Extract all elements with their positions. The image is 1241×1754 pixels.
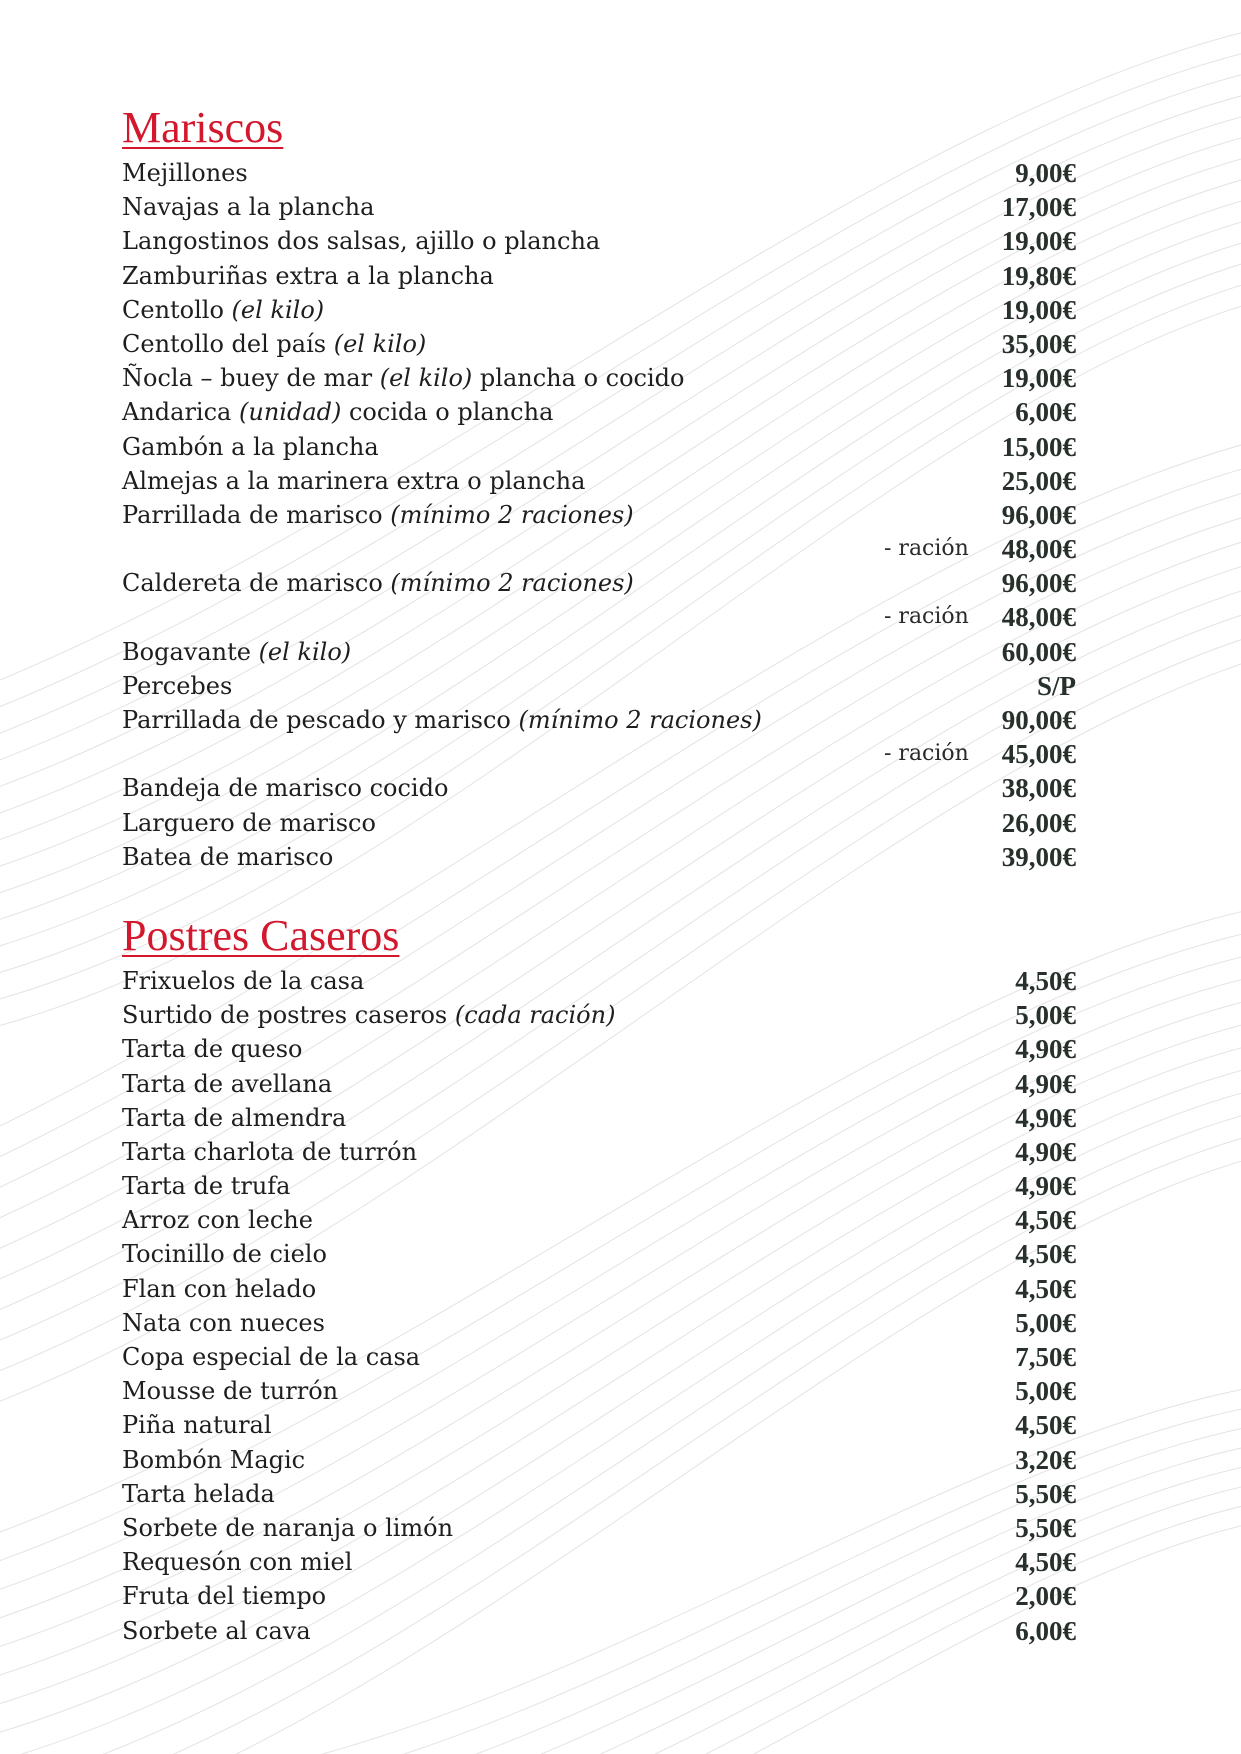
menu-item-name [122, 1306, 325, 1340]
dish-name: Flan con helado [122, 1274, 317, 1303]
dish-name: Surtido de postres caseros [122, 1001, 455, 1030]
menu-item-name [122, 635, 351, 669]
menu-item-price: 90,00€ [1001, 705, 1076, 735]
menu-item-name [122, 1067, 332, 1101]
dish-note: (mínimo 2 raciones) [390, 500, 634, 529]
menu-item-name [122, 1032, 303, 1066]
menu-item-row [122, 1135, 1102, 1169]
menu-item-row [122, 669, 1102, 703]
menu-page [122, 100, 1102, 1648]
menu-item-price: 5,00€ [1015, 1307, 1076, 1338]
dish-note: (mínimo 2 raciones) [390, 569, 634, 598]
menu-item-name [122, 190, 374, 224]
dish-name: Nata con nueces [122, 1308, 325, 1337]
menu-item-price: 19,00€ [1001, 363, 1076, 394]
menu-item-row [122, 703, 1102, 737]
dish-name: Andarica [122, 398, 239, 427]
menu-item-row [122, 1306, 1102, 1340]
dish-name: Navajas a la plancha [122, 193, 375, 222]
menu-item-price: 5,00€ [1015, 1376, 1076, 1407]
menu-item-price: 4,90€ [1015, 1171, 1076, 1202]
menu-item-price: 35,00€ [1001, 328, 1076, 359]
menu-item-price: 19,00€ [1001, 226, 1076, 257]
section-title-mariscos: Mariscos [122, 103, 284, 152]
dish-name: Bandeja de marisco cocido [122, 774, 449, 803]
menu-item-row [122, 840, 1102, 874]
menu-item-name [122, 566, 634, 600]
menu-item-row [122, 1511, 1102, 1545]
section-title-postres: Postres Caseros [122, 910, 400, 960]
menu-item-name [122, 395, 553, 429]
menu-item-row [122, 1101, 1102, 1135]
menu-subitem-row [122, 737, 1102, 771]
dish-name: Bombón Magic [122, 1445, 306, 1474]
menu-item-name [122, 771, 448, 805]
menu-item-name [122, 998, 615, 1032]
menu-item-price: 3,20€ [1015, 1444, 1076, 1475]
menu-item-price: 39,00€ [1001, 841, 1076, 872]
menu-item-price: S/P [1036, 670, 1076, 701]
menu-item-price: 4,90€ [1015, 1034, 1076, 1065]
menu-item-price: 4,50€ [1015, 965, 1076, 996]
menu-item-row [122, 1545, 1102, 1579]
menu-item-price: 48,00€ [1001, 534, 1076, 565]
menu-item-name [122, 1237, 327, 1271]
menu-item-row [122, 156, 1102, 190]
dish-name: Parrillada de marisco [122, 500, 391, 529]
menu-item-name [122, 669, 232, 703]
dish-name: Gambón a la plancha [122, 432, 379, 461]
dish-name: Frixuelos de la casa [122, 966, 365, 995]
menu-item-row [122, 998, 1102, 1032]
menu-item-name [122, 840, 333, 874]
menu-item-row [122, 498, 1102, 532]
dish-name: Bogavante [122, 637, 259, 666]
dish-name: Ñocla – buey de mar [122, 364, 380, 393]
menu-item-price: 2,00€ [1015, 1581, 1076, 1612]
dish-name: Percebes [122, 671, 233, 700]
menu-item-row [122, 1067, 1102, 1101]
menu-item-name [122, 156, 248, 190]
menu-item-price: 26,00€ [1001, 807, 1076, 838]
dish-name: Mejillones [122, 159, 248, 187]
menu-item-row [122, 1443, 1102, 1477]
dish-name: Tocinillo de cielo [122, 1240, 327, 1269]
menu-item-row [122, 806, 1102, 840]
menu-item-name [122, 964, 364, 998]
menu-item-row [122, 1408, 1102, 1442]
dish-name: Tarta de avellana [122, 1069, 333, 1098]
menu-item-price: 96,00€ [1001, 568, 1076, 599]
menu-item-row [122, 327, 1102, 361]
menu-item-price: 5,50€ [1015, 1512, 1076, 1543]
menu-item-row [122, 1340, 1102, 1374]
menu-item-name [122, 1408, 272, 1442]
dish-name: Parrillada de pescado y marisco [122, 706, 519, 734]
dish-note: (el kilo) [379, 364, 473, 393]
menu-item-row [122, 566, 1102, 600]
menu-item-row [122, 190, 1102, 224]
menu-item-row [122, 1579, 1102, 1613]
menu-item-price: 4,50€ [1015, 1410, 1076, 1441]
dish-name: Caldereta de marisco [122, 569, 391, 598]
dish-name: Batea de marisco [122, 842, 334, 871]
menu-item-price: 96,00€ [1001, 499, 1076, 530]
menu-item-name [122, 1101, 346, 1135]
menu-item-name [122, 1545, 352, 1579]
menu-item-name [122, 1203, 313, 1237]
dish-name: Tarta de queso [122, 1035, 303, 1064]
menu-item-name [122, 327, 426, 361]
menu-item-price: 4,90€ [1015, 1102, 1076, 1133]
menu-item-price: 60,00€ [1001, 636, 1076, 667]
dish-detail: cocida o plancha [341, 398, 554, 427]
menu-subitem-row [122, 532, 1102, 566]
menu-item-price: 25,00€ [1001, 465, 1076, 496]
menu-item-row [122, 293, 1102, 327]
menu-item-row [122, 1203, 1102, 1237]
menu-item-price: 4,90€ [1015, 1136, 1076, 1167]
menu-item-price: 15,00€ [1001, 431, 1076, 462]
menu-item-name [122, 1374, 338, 1408]
dish-name: Tarta de almendra [122, 1103, 347, 1132]
menu-item-name [122, 361, 684, 395]
menu-item-name [122, 498, 634, 532]
menu-item-row [122, 635, 1102, 669]
portion-label: - ración [884, 604, 969, 630]
dish-detail: plancha o cocido [472, 364, 685, 393]
dish-name: Requesón con miel [122, 1548, 353, 1577]
menu-item-row [122, 1032, 1102, 1066]
dish-name: Langostinos dos salsas, ajillo o plancha [122, 227, 601, 256]
dish-name: Mousse de turrón [122, 1377, 339, 1406]
dish-note: (unidad) [239, 398, 342, 427]
menu-item-name [122, 1272, 316, 1306]
menu-item-row [122, 1614, 1102, 1648]
postres-list [122, 964, 1102, 1648]
menu-item-name [122, 293, 324, 327]
dish-name: Sorbete al cava [122, 1616, 311, 1645]
menu-item-price: 4,50€ [1015, 1547, 1076, 1578]
dish-name: Tarta helada [122, 1479, 275, 1508]
dish-name: Arroz con leche [122, 1206, 313, 1235]
dish-name: Copa especial de la casa [122, 1343, 421, 1371]
dish-note: (el kilo) [258, 637, 352, 666]
menu-item-name [122, 1511, 453, 1545]
menu-item-price: 6,00€ [1015, 1615, 1076, 1646]
menu-item-price: 4,90€ [1015, 1068, 1076, 1099]
menu-item-price: 4,50€ [1015, 1205, 1076, 1236]
menu-item-row [122, 771, 1102, 805]
dish-note: (el kilo) [231, 295, 325, 324]
portion-label: - ración [884, 536, 969, 562]
menu-item-price: 9,00€ [1015, 158, 1076, 188]
menu-item-name [122, 464, 585, 498]
dish-name: Zamburiñas extra a la plancha [122, 261, 494, 290]
menu-item-price: 17,00€ [1001, 192, 1076, 223]
menu-item-row [122, 430, 1102, 464]
menu-item-name [122, 703, 762, 737]
dish-note: (el kilo) [333, 329, 427, 358]
menu-item-price: 19,80€ [1001, 260, 1076, 291]
menu-item-row [122, 361, 1102, 395]
dish-name: Larguero de marisco [122, 808, 376, 837]
menu-item-name [122, 1340, 420, 1374]
menu-item-row [122, 464, 1102, 498]
menu-item-name [122, 1443, 305, 1477]
dish-name: Centollo del país [122, 329, 334, 358]
menu-item-price: 5,50€ [1015, 1478, 1076, 1509]
menu-item-row [122, 1237, 1102, 1271]
menu-item-row [122, 1169, 1102, 1203]
dish-name: Sorbete de naranja o limón [122, 1513, 454, 1542]
menu-item-price: 45,00€ [1001, 739, 1076, 770]
menu-item-name [122, 1135, 417, 1169]
menu-item-price: 38,00€ [1001, 773, 1076, 804]
dish-name: Centollo [122, 295, 232, 324]
menu-item-price: 5,00€ [1015, 1000, 1076, 1031]
menu-item-name [122, 224, 600, 258]
menu-item-name [122, 1169, 290, 1203]
menu-item-price: 48,00€ [1001, 602, 1076, 633]
portion-label: - ración [884, 741, 969, 767]
menu-item-row [122, 224, 1102, 258]
menu-item-price: 19,00€ [1001, 294, 1076, 325]
menu-subitem-row [122, 600, 1102, 634]
menu-item-name [122, 806, 376, 840]
menu-item-name [122, 1614, 311, 1648]
dish-note: (mínimo 2 raciones) [518, 706, 762, 734]
mariscos-list [122, 156, 1102, 874]
menu-item-price: 4,50€ [1015, 1273, 1076, 1304]
menu-item-name [122, 259, 494, 293]
menu-item-row [122, 1477, 1102, 1511]
dish-note: (cada ración) [454, 1001, 616, 1030]
dish-name: Piña natural [122, 1411, 272, 1440]
menu-item-row [122, 395, 1102, 429]
menu-item-price: 4,50€ [1015, 1239, 1076, 1270]
menu-item-name [122, 1477, 275, 1511]
menu-item-row [122, 1272, 1102, 1306]
menu-item-row [122, 259, 1102, 293]
dish-name: Almejas a la marinera extra o plancha [122, 466, 586, 495]
dish-name: Tarta de trufa [122, 1172, 291, 1201]
dish-name: Fruta del tiempo [122, 1582, 327, 1611]
menu-item-name [122, 1579, 326, 1613]
menu-item-row [122, 1374, 1102, 1408]
menu-item-row [122, 964, 1102, 998]
dish-name: Tarta charlota de turrón [122, 1137, 418, 1166]
menu-item-price: 7,50€ [1015, 1342, 1076, 1372]
menu-item-price: 6,00€ [1015, 397, 1076, 428]
menu-item-name [122, 430, 379, 464]
